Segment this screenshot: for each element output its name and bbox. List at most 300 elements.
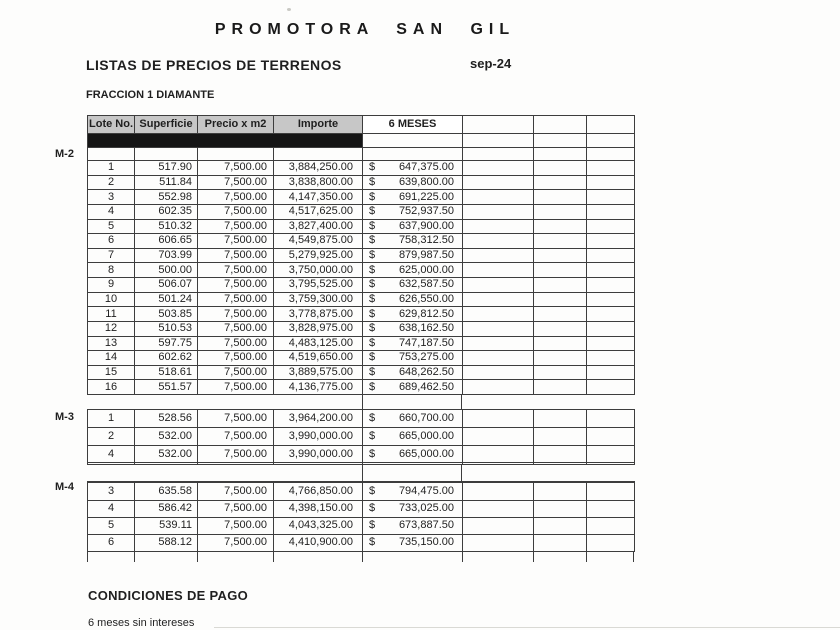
- table-row: [88, 263, 635, 278]
- column-line-stub: [462, 552, 463, 562]
- currency-symbol: $: [369, 351, 376, 364]
- empty-cell: [463, 307, 534, 322]
- empty-cell: [587, 204, 635, 219]
- importe-cell: 3,838,800.00: [274, 175, 363, 190]
- empty-cell: [463, 175, 534, 190]
- six-meses-cell: [363, 427, 463, 445]
- group-label-m2: M-2: [55, 148, 74, 160]
- precio-cell: 7,500.00: [198, 321, 274, 336]
- six-meses-value: 747,187.50: [398, 336, 454, 349]
- precio-cell: 7,500.00: [198, 263, 274, 278]
- precio-cell: 7,500.00: [198, 175, 274, 190]
- page-title: PROMOTORA SAN GIL: [214, 21, 516, 38]
- table-row: [88, 292, 635, 307]
- group-label-m4: M-4: [55, 481, 74, 493]
- importe-cell: 5,279,925.00: [274, 248, 363, 263]
- six-meses-cell: [363, 534, 463, 551]
- empty-cell: [534, 534, 587, 551]
- six-meses-cell: [363, 248, 463, 263]
- superficie-cell: 602.62: [135, 351, 198, 366]
- table-row: [88, 380, 635, 395]
- superficie-cell: 635.58: [135, 483, 198, 500]
- empty-cell: [463, 410, 534, 428]
- currency-symbol: $: [369, 536, 376, 549]
- empty-cell: [463, 427, 534, 445]
- empty-cell: [534, 190, 587, 205]
- importe-cell: 3,889,575.00: [274, 365, 363, 380]
- currency-symbol: $: [369, 234, 376, 247]
- importe-cell: 4,483,125.00: [274, 336, 363, 351]
- empty-cell: [587, 190, 635, 205]
- empty-cell: [534, 204, 587, 219]
- lot-number-cell: 5: [88, 517, 135, 534]
- lot-number-cell: 1: [88, 410, 135, 428]
- six-meses-value: 629,812.50: [398, 307, 454, 320]
- six-meses-value: 673,887.50: [398, 519, 454, 532]
- lot-number-cell: 4: [88, 445, 135, 463]
- empty-cell: [135, 148, 198, 161]
- price-table-m2: [87, 160, 635, 395]
- empty-cell: [463, 463, 534, 465]
- lot-number-cell: 14: [88, 351, 135, 366]
- six-meses-value: 665,000.00: [398, 429, 454, 442]
- column-line-stub: [87, 552, 88, 562]
- col-header-lote: Lote No.: [88, 116, 135, 134]
- lot-number-cell: 3: [88, 190, 135, 205]
- precio-cell: 7,500.00: [198, 204, 274, 219]
- six-meses-value: 752,937.50: [398, 205, 454, 218]
- lot-number-cell: 6: [88, 534, 135, 551]
- lot-number-cell: 10: [88, 292, 135, 307]
- empty-cell: [534, 263, 587, 278]
- empty-cell: [587, 219, 635, 234]
- importe-cell: 3,778,875.00: [274, 307, 363, 322]
- importe-cell: 3,990,000.00: [274, 445, 363, 463]
- empty-cell: [587, 263, 635, 278]
- table-row: [88, 190, 635, 205]
- empty-cell: [534, 292, 587, 307]
- col-header-6meses: 6 MESES: [363, 116, 463, 134]
- table-row: [88, 219, 635, 234]
- currency-symbol: $: [369, 161, 376, 174]
- six-meses-value: 735,150.00: [398, 536, 454, 549]
- six-meses-value: 626,550.00: [398, 292, 454, 305]
- six-meses-value: 632,587.50: [398, 278, 454, 291]
- currency-symbol: $: [369, 307, 376, 320]
- importe-cell: 4,398,150.00: [274, 500, 363, 517]
- price-table-header: [87, 115, 635, 161]
- payment-conditions-heading: CONDICIONES DE PAGO: [88, 588, 249, 603]
- scan-speck: [287, 8, 291, 11]
- lot-number-cell: 3: [88, 483, 135, 500]
- currency-symbol: $: [369, 322, 376, 335]
- column-line-stub: [273, 552, 274, 562]
- superficie-cell: 517.90: [135, 161, 198, 176]
- currency-symbol: $: [369, 366, 376, 379]
- six-meses-value: 758,312.50: [398, 234, 454, 247]
- currency-symbol: $: [369, 175, 376, 188]
- empty-cell: [587, 483, 635, 500]
- six-meses-value: 637,900.00: [398, 219, 454, 232]
- empty-cell: [587, 336, 635, 351]
- currency-symbol: $: [369, 519, 376, 532]
- lot-number-cell: 7: [88, 248, 135, 263]
- precio-cell: 7,500.00: [198, 161, 274, 176]
- six-meses-cell: [363, 336, 463, 351]
- six-meses-cell: [363, 175, 463, 190]
- empty-cell: [534, 463, 587, 465]
- precio-cell: [198, 463, 274, 465]
- empty-cell: [587, 365, 635, 380]
- currency-symbol: $: [369, 190, 376, 203]
- page-edge-line: [214, 627, 840, 628]
- precio-cell: 7,500.00: [198, 190, 274, 205]
- six-meses-cell: [363, 380, 463, 395]
- empty-header-cell: [587, 116, 635, 134]
- empty-cell: [534, 445, 587, 463]
- importe-cell: 4,147,350.00: [274, 190, 363, 205]
- empty-cell: [534, 134, 587, 148]
- currency-symbol: $: [369, 205, 376, 218]
- six-meses-value: 879,987.50: [398, 249, 454, 262]
- six-meses-cell: [363, 365, 463, 380]
- table-row: [88, 500, 635, 517]
- empty-cell: [534, 278, 587, 293]
- payment-note: 6 meses sin intereses: [88, 617, 195, 629]
- superficie-cell: 703.99: [135, 248, 198, 263]
- empty-cell: [88, 148, 135, 161]
- table-row: [88, 161, 635, 176]
- table-row: [88, 278, 635, 293]
- superficie-cell: 510.53: [135, 321, 198, 336]
- empty-cell: [463, 263, 534, 278]
- six-meses-cell: [363, 219, 463, 234]
- superficie-cell: 506.07: [135, 278, 198, 293]
- column-line-stub: [533, 552, 534, 562]
- lot-number-cell: [88, 463, 135, 465]
- six-meses-value: 648,262.50: [398, 366, 454, 379]
- six-meses-cell: [363, 410, 463, 428]
- six-meses-column-strip: [362, 465, 462, 481]
- precio-cell: 7,500.00: [198, 219, 274, 234]
- importe-cell: 4,766,850.00: [274, 483, 363, 500]
- precio-cell: 7,500.00: [198, 278, 274, 293]
- six-meses-cell: [363, 234, 463, 249]
- column-line-stub: [586, 552, 587, 562]
- empty-cell: [463, 278, 534, 293]
- black-divider-bar: [88, 134, 363, 148]
- importe-cell: 4,410,900.00: [274, 534, 363, 551]
- six-meses-value: 733,025.00: [398, 502, 454, 515]
- superficie-cell: 511.84: [135, 175, 198, 190]
- empty-cell: [534, 410, 587, 428]
- column-line-stub: [362, 552, 363, 562]
- precio-cell: 7,500.00: [198, 336, 274, 351]
- empty-cell: [463, 365, 534, 380]
- lot-number-cell: 11: [88, 307, 135, 322]
- spacer-row: [88, 148, 635, 161]
- empty-cell: [534, 321, 587, 336]
- importe-cell: 3,750,000.00: [274, 263, 363, 278]
- table-row: [88, 534, 635, 551]
- empty-cell: [534, 483, 587, 500]
- empty-cell: [587, 248, 635, 263]
- group-label-m3: M-3: [55, 411, 74, 423]
- lot-number-cell: 6: [88, 234, 135, 249]
- table-row: [88, 307, 635, 322]
- superficie-cell: 606.65: [135, 234, 198, 249]
- superficie-cell: 532.00: [135, 445, 198, 463]
- table-bottom-stubs: [87, 552, 634, 562]
- precio-cell: 7,500.00: [198, 351, 274, 366]
- six-meses-value: 638,162.50: [398, 322, 454, 335]
- six-meses-cell: [363, 483, 463, 500]
- table-row: [88, 365, 635, 380]
- superficie-cell: 528.56: [135, 410, 198, 428]
- empty-cell: [587, 351, 635, 366]
- empty-cell: [587, 307, 635, 322]
- empty-cell: [587, 463, 635, 465]
- superficie-cell: 501.24: [135, 292, 198, 307]
- precio-cell: 7,500.00: [198, 410, 274, 428]
- table-row: [88, 234, 635, 249]
- precio-cell: 7,500.00: [198, 234, 274, 249]
- six-meses-cell: [363, 307, 463, 322]
- precio-cell: 7,500.00: [198, 365, 274, 380]
- six-meses-value: 647,375.00: [398, 161, 454, 174]
- importe-cell: 4,549,875.00: [274, 234, 363, 249]
- currency-symbol: $: [369, 502, 376, 515]
- empty-cell: [463, 321, 534, 336]
- lot-number-cell: 5: [88, 219, 135, 234]
- empty-cell: [534, 175, 587, 190]
- empty-cell: [363, 134, 463, 148]
- table-row: [88, 483, 635, 500]
- table-row: [88, 427, 635, 445]
- col-header-precio: Precio x m2: [198, 116, 274, 134]
- importe-cell: 4,519,650.00: [274, 351, 363, 366]
- currency-symbol: $: [369, 336, 376, 349]
- importe-cell: 3,884,250.00: [274, 161, 363, 176]
- currency-symbol: $: [369, 484, 376, 497]
- lot-number-cell: 4: [88, 500, 135, 517]
- column-line-stub: [197, 552, 198, 562]
- empty-cell: [463, 500, 534, 517]
- superficie-cell: 551.57: [135, 380, 198, 395]
- six-meses-cell: [363, 263, 463, 278]
- importe-cell: 4,043,325.00: [274, 517, 363, 534]
- empty-cell: [463, 134, 534, 148]
- empty-cell: [274, 148, 363, 161]
- empty-cell: [587, 148, 635, 161]
- lot-number-cell: 15: [88, 365, 135, 380]
- empty-cell: [534, 307, 587, 322]
- table-row: [88, 351, 635, 366]
- empty-cell: [198, 148, 274, 161]
- empty-cell: [463, 161, 534, 176]
- empty-cell: [587, 427, 635, 445]
- table-row: [88, 204, 635, 219]
- precio-cell: 7,500.00: [198, 483, 274, 500]
- precio-cell: 7,500.00: [198, 307, 274, 322]
- precio-cell: 7,500.00: [198, 248, 274, 263]
- importe-cell: [274, 463, 363, 465]
- superficie-cell: 586.42: [135, 500, 198, 517]
- lot-number-cell: 1: [88, 161, 135, 176]
- header-row: [88, 116, 635, 134]
- lot-number-cell: 2: [88, 175, 135, 190]
- empty-cell: [463, 190, 534, 205]
- superficie-cell: 500.00: [135, 263, 198, 278]
- empty-cell: [463, 517, 534, 534]
- importe-cell: 3,828,975.00: [274, 321, 363, 336]
- superficie-cell: 518.61: [135, 365, 198, 380]
- empty-cell: [587, 321, 635, 336]
- empty-cell: [534, 427, 587, 445]
- empty-cell: [363, 148, 463, 161]
- precio-cell: 7,500.00: [198, 500, 274, 517]
- six-meses-cell: [363, 351, 463, 366]
- precio-cell: 7,500.00: [198, 534, 274, 551]
- six-meses-cell: [363, 204, 463, 219]
- superficie-cell: 539.11: [135, 517, 198, 534]
- empty-cell: [587, 161, 635, 176]
- currency-symbol: $: [369, 292, 376, 305]
- currency-symbol: $: [369, 249, 376, 262]
- empty-cell: [463, 445, 534, 463]
- empty-cell: [587, 292, 635, 307]
- empty-cell: [534, 148, 587, 161]
- superficie-cell: [135, 463, 198, 465]
- empty-cell: [587, 410, 635, 428]
- empty-cell: [534, 351, 587, 366]
- empty-header-cell: [534, 116, 587, 134]
- divider-row: [88, 134, 635, 148]
- empty-cell: [587, 534, 635, 551]
- importe-cell: 4,517,625.00: [274, 204, 363, 219]
- table-row: [88, 321, 635, 336]
- column-line-stub: [633, 552, 634, 562]
- superficie-cell: 602.35: [135, 204, 198, 219]
- table-row: [88, 410, 635, 428]
- six-meses-cell: [363, 500, 463, 517]
- precio-cell: 7,500.00: [198, 427, 274, 445]
- six-meses-value: 794,475.00: [398, 484, 454, 497]
- superficie-cell: 503.85: [135, 307, 198, 322]
- empty-cell: [587, 134, 635, 148]
- precio-cell: 7,500.00: [198, 517, 274, 534]
- list-heading: LISTAS DE PRECIOS DE TERRENOS: [86, 57, 342, 73]
- currency-symbol: $: [369, 411, 376, 424]
- six-meses-value: 691,225.00: [398, 190, 454, 203]
- six-meses-cell: [363, 292, 463, 307]
- precio-cell: 7,500.00: [198, 445, 274, 463]
- currency-symbol: $: [369, 263, 376, 276]
- importe-cell: 4,136,775.00: [274, 380, 363, 395]
- six-meses-value: 753,275.00: [398, 351, 454, 364]
- empty-cell: [463, 351, 534, 366]
- empty-cell: [534, 161, 587, 176]
- empty-cell: [587, 500, 635, 517]
- superficie-cell: 532.00: [135, 427, 198, 445]
- empty-cell: [587, 445, 635, 463]
- empty-cell: [587, 175, 635, 190]
- col-header-importe: Importe: [274, 116, 363, 134]
- six-meses-column-strip: [362, 395, 462, 409]
- superficie-cell: 510.32: [135, 219, 198, 234]
- six-meses-cell: [363, 161, 463, 176]
- currency-symbol: $: [369, 278, 376, 291]
- six-meses-cell: [363, 445, 463, 463]
- empty-cell: [463, 292, 534, 307]
- six-meses-cell: [363, 190, 463, 205]
- section-heading: FRACCION 1 DIAMANTE: [86, 89, 215, 101]
- table-row: [88, 248, 635, 263]
- empty-cell: [534, 219, 587, 234]
- empty-cell: [534, 336, 587, 351]
- lot-number-cell: 4: [88, 204, 135, 219]
- currency-symbol: $: [369, 380, 376, 393]
- currency-symbol: $: [369, 447, 376, 460]
- lot-number-cell: 2: [88, 427, 135, 445]
- empty-cell: [463, 336, 534, 351]
- six-meses-value: 639,800.00: [398, 175, 454, 188]
- empty-cell: [463, 219, 534, 234]
- empty-cell: [463, 148, 534, 161]
- six-meses-cell: [363, 278, 463, 293]
- col-header-superficie: Superficie: [135, 116, 198, 134]
- importe-cell: 3,795,525.00: [274, 278, 363, 293]
- currency-symbol: $: [369, 429, 376, 442]
- precio-cell: 7,500.00: [198, 380, 274, 395]
- superficie-cell: 597.75: [135, 336, 198, 351]
- empty-cell: [534, 380, 587, 395]
- empty-cell: [534, 248, 587, 263]
- six-meses-value: 625,000.00: [398, 263, 454, 276]
- empty-cell: [463, 248, 534, 263]
- date-label: sep-24: [470, 56, 512, 71]
- empty-cell: [587, 517, 635, 534]
- six-meses-value: 660,700.00: [398, 411, 454, 424]
- empty-cell: [463, 204, 534, 219]
- empty-cell: [463, 380, 534, 395]
- empty-cell: [463, 483, 534, 500]
- currency-symbol: $: [369, 219, 376, 232]
- table-row: [88, 463, 635, 465]
- lot-number-cell: 12: [88, 321, 135, 336]
- six-meses-cell: [363, 517, 463, 534]
- importe-cell: 3,827,400.00: [274, 219, 363, 234]
- importe-cell: 3,759,300.00: [274, 292, 363, 307]
- six-meses-cell: [363, 321, 463, 336]
- superficie-cell: 588.12: [135, 534, 198, 551]
- empty-cell: [534, 365, 587, 380]
- empty-header-cell: [463, 116, 534, 134]
- price-table-m4: [87, 481, 635, 552]
- table-row: [88, 175, 635, 190]
- six-meses-value: 665,000.00: [398, 447, 454, 460]
- superficie-cell: 552.98: [135, 190, 198, 205]
- empty-cell: [534, 500, 587, 517]
- table-row: [88, 445, 635, 463]
- empty-cell: [534, 517, 587, 534]
- price-table-m3: [87, 409, 635, 465]
- empty-cell: [463, 534, 534, 551]
- importe-cell: 3,990,000.00: [274, 427, 363, 445]
- lot-number-cell: 13: [88, 336, 135, 351]
- table-row: [88, 336, 635, 351]
- table-row: [88, 517, 635, 534]
